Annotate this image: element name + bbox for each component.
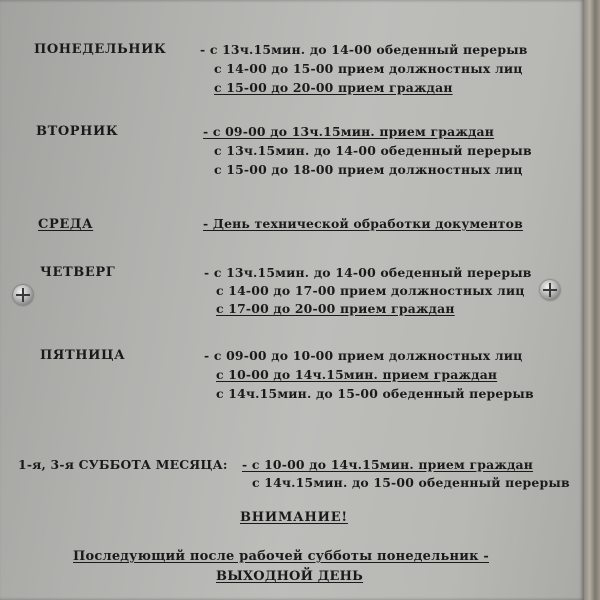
tuesday-label: ВТОРНИК: [36, 124, 119, 139]
saturday-label: 1-я, 3-я СУББОТА МЕСЯЦА:: [18, 457, 228, 472]
wall-edge: [584, 0, 600, 600]
thursday-line-2: с 14-00 до 17-00 прием должностных лиц: [216, 283, 525, 298]
saturday-line-2: с 14ч.15мин. до 15-00 обеденный перерыв: [252, 475, 570, 490]
left-screw-icon: [13, 285, 33, 305]
wednesday-line-1: - День технической обработки документов: [203, 216, 523, 231]
thursday-line-3: с 17-00 до 20-00 прием граждан: [216, 301, 455, 316]
saturday-line-1: - с 10-00 до 14ч.15мин. прием граждан: [242, 457, 534, 472]
thursday-line-1: - с 13ч.15мин. до 14-00 обеденный перерыв: [204, 265, 532, 280]
tuesday-line-3: с 15-00 до 18-00 прием должностных лиц: [214, 162, 523, 177]
notice-title: ВНИМАНИЕ!: [240, 510, 348, 525]
tuesday-line-1: - с 09-00 до 13ч.15мин. прием граждан: [203, 124, 495, 139]
notice-line-1: Последующий после рабочей субботы понедельник -: [73, 549, 489, 564]
friday-line-3: с 14ч.15мин. до 15-00 обеденный перерыв: [216, 386, 534, 401]
tuesday-line-2: с 13ч.15мин. до 14-00 обеденный перерыв: [214, 143, 532, 158]
monday-line-1: - с 13ч.15мин. до 14-00 обеденный перерыв: [200, 42, 528, 57]
monday-line-3: с 15-00 до 20-00 прием граждан: [214, 80, 453, 95]
notice-line-2: ВЫХОДНОЙ ДЕНЬ: [216, 569, 364, 584]
friday-label: ПЯТНИЦА: [40, 348, 126, 363]
friday-line-2: с 10-00 до 14ч.15мин. прием граждан: [216, 367, 498, 382]
thursday-label: ЧЕТВЕРГ: [40, 265, 116, 280]
right-screw-icon: [540, 280, 560, 300]
monday-line-2: с 14-00 до 15-00 прием должностных лиц: [214, 61, 523, 76]
monday-label: ПОНЕДЕЛЬНИК: [34, 42, 167, 57]
friday-line-1: - с 09-00 до 10-00 прием должностных лиц: [204, 348, 523, 363]
wednesday-label: СРЕДА: [38, 217, 94, 232]
